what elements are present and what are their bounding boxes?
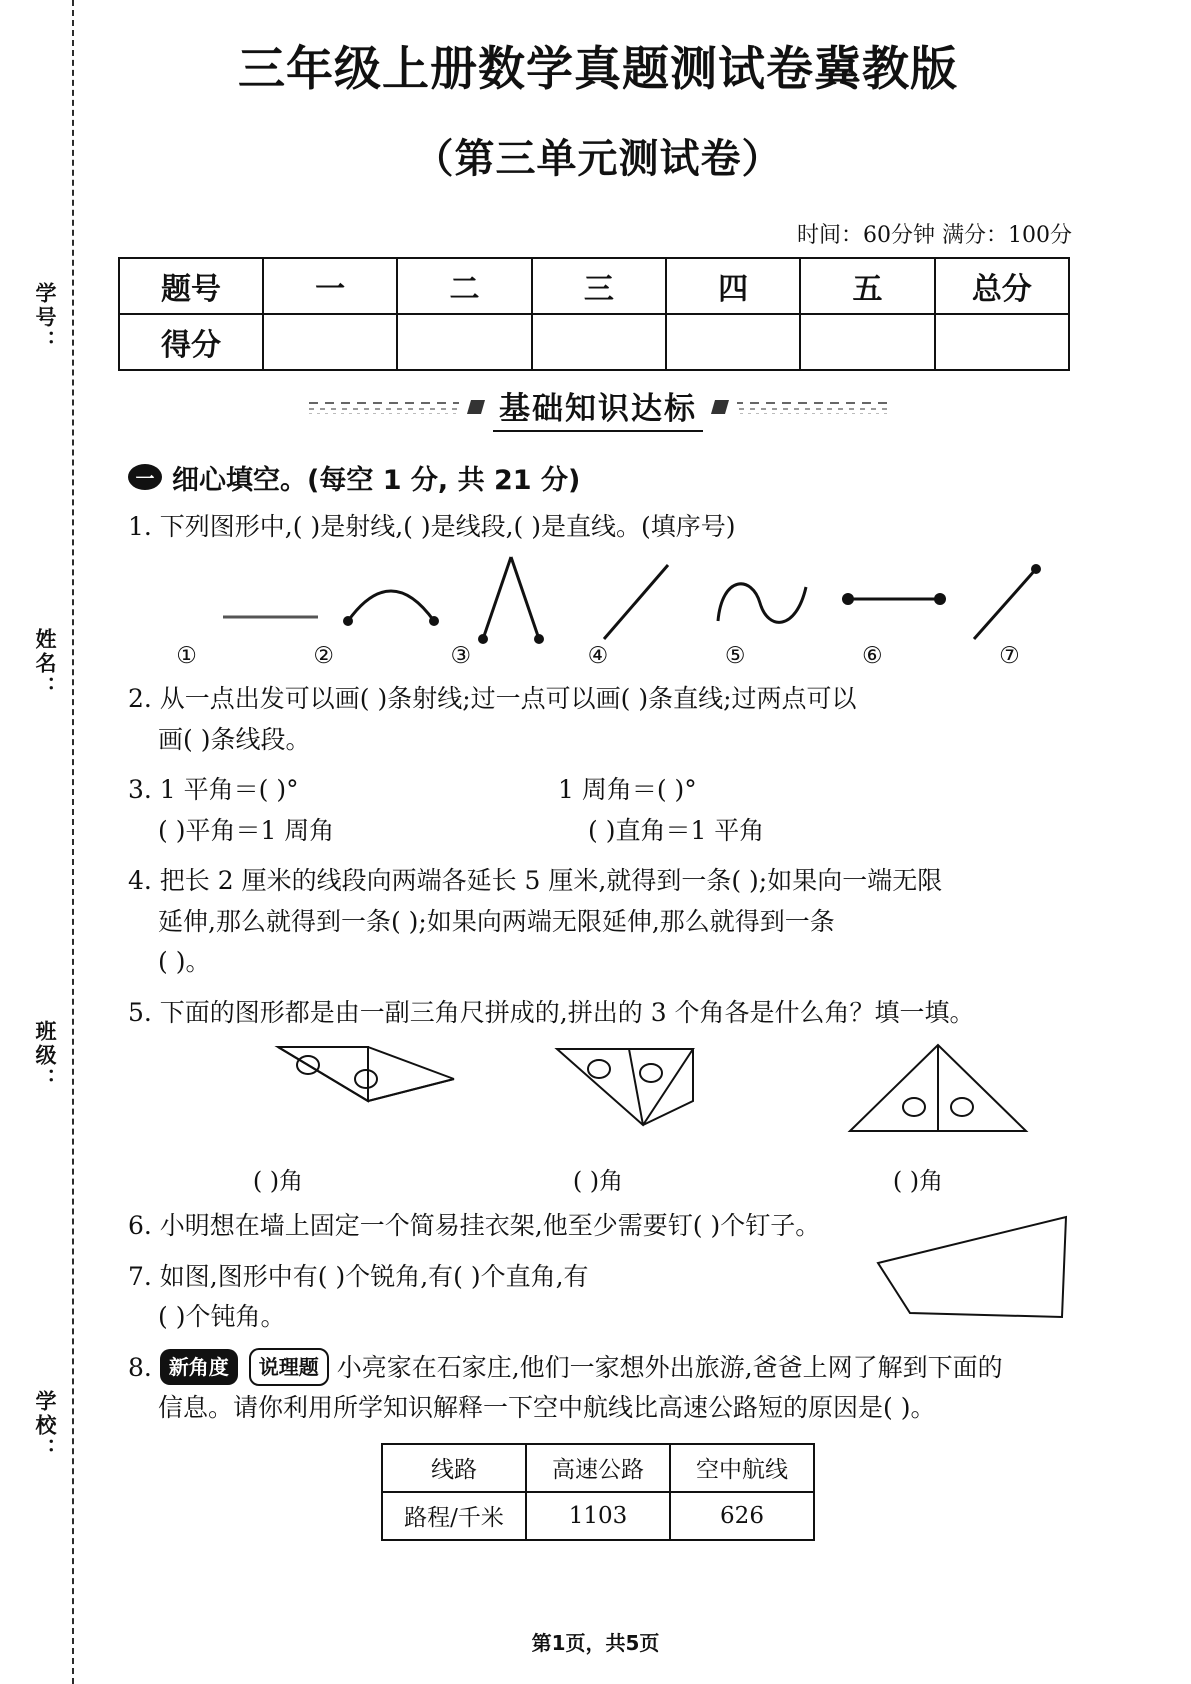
figure-label-2: ② — [313, 643, 335, 670]
figure-label-7: ⑦ — [999, 643, 1020, 670]
figure-3-v-shape-with-endpoints — [463, 553, 563, 647]
q5-caption-2: ( )角 — [572, 1167, 624, 1196]
question-5-text: 5. 下面的图形都是由一副三角尺拼成的,拼出的 3 个角各是什么角？填一填。 — [128, 997, 975, 1027]
score-cell-5[interactable] — [800, 314, 934, 370]
section-one-title: 细心填空。(每空 1 分, 共 21 分) — [172, 464, 581, 496]
score-cell-4[interactable] — [666, 314, 800, 370]
figure-7-ray-with-dot — [966, 559, 1056, 645]
question-3-right-1: 1 周角＝( )° — [558, 775, 697, 805]
banner-title: 基础知识达标 — [493, 383, 703, 432]
route-data-table — [381, 1443, 815, 1541]
table-row-header — [382, 1444, 814, 1492]
question-4 — [128, 861, 1078, 983]
margin-label-name: 姓名： — [33, 628, 57, 700]
score-col-4: 四 — [666, 258, 800, 314]
route-value-highway: 1103 — [526, 1492, 670, 1540]
page-title: 三年级上册数学真题测试卷冀教版 — [238, 42, 958, 97]
figure-label-3: ③ — [450, 643, 472, 670]
question-3-line-1 — [128, 770, 1078, 811]
page-subtitle: （第三单元测试卷） — [413, 135, 783, 182]
margin-label-class: 班级： — [33, 1020, 57, 1092]
banner-dashes-right — [737, 400, 887, 414]
badge-new-angle: 新角度 — [160, 1349, 238, 1385]
exam-meta-info: 时间：60分钟 满分：100分 — [797, 222, 1072, 248]
section-banner — [118, 383, 1078, 432]
margin-label-school: 学校： — [33, 1390, 57, 1462]
question-8-text-1: 小亮家在石家庄,他们一家想外出旅游,爸爸上网了解到下面的 — [336, 1352, 1003, 1382]
figure-q5-shape-3 — [828, 1039, 1048, 1151]
question-4-line-2: 延伸,那么就得到一条( );如果向两端无限延伸,那么就得到一条 — [158, 906, 835, 936]
q5-caption-3: ( )角 — [892, 1167, 944, 1196]
question-3 — [128, 770, 1078, 851]
route-header-line: 线路 — [382, 1444, 526, 1492]
question-4-line-3: ( )。 — [158, 947, 211, 977]
question-1-text: 1. 下列图形中,( )是射线,( )是线段,( )是直线。(填序号) — [128, 511, 736, 541]
question-3-line-2 — [128, 811, 1078, 852]
table-row-header — [119, 258, 1069, 314]
score-col-2: 二 — [397, 258, 531, 314]
route-header-airline: 空中航线 — [670, 1444, 814, 1492]
question-2 — [128, 679, 1078, 760]
score-col-total: 总分 — [935, 258, 1069, 314]
exam-page — [118, 0, 1078, 1684]
score-cell-3[interactable] — [532, 314, 666, 370]
score-col-1: 一 — [263, 258, 397, 314]
score-cell-total[interactable] — [935, 314, 1069, 370]
margin-label-student-id: 学号： — [33, 282, 57, 354]
question-8-line-1 — [128, 1348, 1078, 1389]
question-2-line-1: 2. 从一点出发可以画( )条射线;过一点可以画( )条直线;过两点可以 — [128, 684, 857, 714]
question-3-left-1: 3. 1 平角＝( )° — [128, 775, 299, 805]
score-table — [118, 257, 1070, 371]
page-footer: 第1页，共5页 — [531, 1631, 660, 1655]
score-row-label-number: 题号 — [119, 258, 263, 314]
question-5-captions — [118, 1161, 1078, 1196]
question-7-wrapper — [118, 1257, 1078, 1338]
score-row-label-points: 得分 — [119, 314, 263, 370]
question-6-text: 6. 小明想在墙上固定一个简易挂衣架,他至少需要钉( )个钉子。 — [128, 1211, 821, 1241]
question-8 — [128, 1348, 1078, 1429]
figure-5-wave-curve — [710, 569, 820, 639]
figure-6-segment-with-dots — [836, 573, 956, 633]
banner-dashes-left — [309, 400, 459, 414]
figure-label-6: ⑥ — [861, 643, 883, 670]
score-col-5: 五 — [800, 258, 934, 314]
score-cell-2[interactable] — [397, 314, 531, 370]
score-cell-1[interactable] — [263, 314, 397, 370]
section-number-badge: 一 — [128, 464, 162, 490]
figure-q5-shape-1 — [258, 1039, 478, 1151]
banner-diamond-right-icon — [711, 400, 729, 414]
figure-1-straight-segment — [218, 571, 328, 641]
question-8-number: 8. — [128, 1352, 152, 1382]
question-2-line-2: 画( )条线段。 — [158, 724, 311, 754]
route-header-highway: 高速公路 — [526, 1444, 670, 1492]
figure-q7-polygon — [866, 1213, 1076, 1329]
route-value-airline: 626 — [670, 1492, 814, 1540]
question-8-line-2: 信息。请你利用所学知识解释一下空中航线比高速公路短的原因是( )。 — [158, 1393, 936, 1423]
q5-caption-1: ( )角 — [252, 1167, 304, 1196]
question-7-line-2: ( )个钝角。 — [158, 1302, 286, 1332]
figure-label-4: ④ — [587, 643, 609, 670]
left-margin-dashed-rule — [72, 0, 74, 1684]
figure-2-arc-with-endpoints — [336, 559, 446, 639]
badge-reasoning: 说理题 — [249, 1348, 329, 1386]
section-one-heading — [128, 458, 1078, 497]
figure-4-slanted-line — [596, 559, 686, 645]
question-1-figures — [118, 551, 1078, 647]
route-row-label: 路程/千米 — [382, 1492, 526, 1540]
figure-label-5: ⑤ — [724, 643, 746, 670]
question-5-figures — [118, 1039, 1078, 1159]
table-row-score — [119, 314, 1069, 370]
banner-diamond-left-icon — [467, 400, 485, 414]
figure-label-1: ① — [176, 643, 197, 670]
score-col-3: 三 — [532, 258, 666, 314]
table-row-distance — [382, 1492, 814, 1540]
question-7-line-1: 7. 如图,图形中有( )个锐角,有( )个直角,有 — [128, 1261, 589, 1291]
question-3-right-2: ( )直角＝1 平角 — [588, 815, 765, 845]
figure-q5-shape-2 — [543, 1039, 743, 1151]
question-4-line-1: 4. 把长 2 厘米的线段向两端各延长 5 厘米,就得到一条( );如果向一端无限 — [128, 866, 943, 896]
question-3-left-2: ( )平角＝1 周角 — [158, 815, 335, 845]
